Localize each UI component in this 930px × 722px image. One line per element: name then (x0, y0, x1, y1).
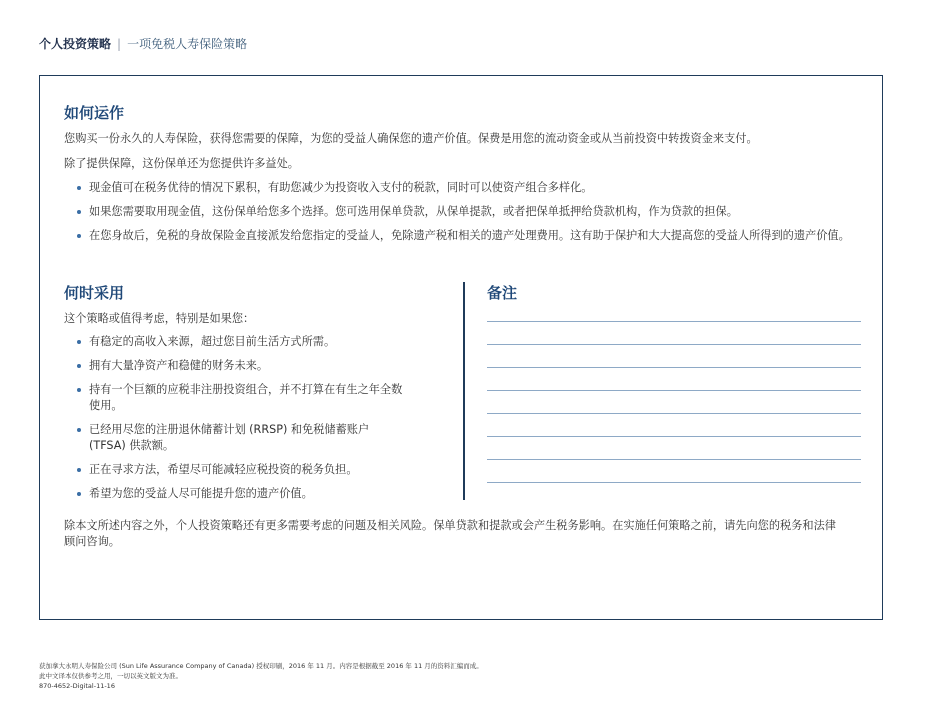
list-item: 有稳定的高收入来源，超过您目前生活方式所需。 (76, 334, 406, 350)
header-title: 个人投资策略 (39, 37, 112, 51)
notes-line[interactable] (487, 413, 861, 414)
list-item: 现金值可在税务优待的情况下累积，有助您减少为投资收入支付的税款，同时可以使资产组合多样化。 (76, 180, 856, 196)
notes-line[interactable] (487, 390, 861, 391)
bullet-dot-icon (77, 388, 81, 392)
list-item: 已经用尽您的注册退休储蓄计划 (RRSP) 和免税储蓄账户 (TFSA) 供款额。 (76, 422, 406, 454)
when-to-use-heading: 何时采用 (64, 284, 125, 302)
footer (39, 661, 483, 691)
when-to-use-intro: 这个策略或值得考虑，特别是如果您： (64, 312, 255, 325)
bullet-dot-icon (77, 364, 81, 368)
list-item: 如果您需要取用现金值，这份保单给您多个选择。您可选用保单贷款，从保单提款，或者把保单抵押给贷款机构，作为贷款的担保。 (76, 204, 856, 220)
page-header (39, 36, 247, 52)
footer-line-1: 获加拿大永明人寿保险公司 (Sun Life Assurance Company of Canada) 授权印刷，2016 年 11 月。内容是根据截至 2016 年 11 月的资料汇编而成。 (39, 662, 483, 670)
bullet-dot-icon (77, 340, 81, 344)
notes-line[interactable] (487, 482, 861, 483)
column-divider (463, 282, 465, 500)
footer-line-2: 此中文译本仅供参考之用，一切以英文版文为准。 (39, 672, 182, 680)
notes-heading: 备注 (487, 284, 518, 302)
notes-line[interactable] (487, 459, 861, 460)
bullet-dot-icon (77, 210, 81, 214)
list-item: 在您身故后，免税的身故保险金直接派发给您指定的受益人，免除遗产税和相关的遗产处理费用。这有助于保护和大大提高您的受益人所得到的遗产价值。 (76, 228, 856, 244)
how-it-works-list (76, 180, 856, 252)
bullet-dot-icon (77, 468, 81, 472)
notes-line[interactable] (487, 436, 861, 437)
how-it-works-paragraph-1: 您购买一份永久的人寿保险，获得您需要的保障，为您的受益人确保您的遗产价值。保费是用您的流动资金或从当前投资中转拨资金来支付。 (64, 132, 758, 145)
bullet-dot-icon (77, 428, 81, 432)
list-item: 正在寻求方法，希望尽可能减轻应税投资的税务负担。 (76, 462, 406, 478)
notes-line[interactable] (487, 321, 861, 322)
header-separator: | (117, 37, 122, 51)
notes-line[interactable] (487, 367, 861, 368)
list-item: 希望为您的受益人尽可能提升您的遗产价值。 (76, 486, 406, 502)
list-item: 持有一个巨额的应税非注册投资组合，并不打算在有生之年全数使用。 (76, 382, 406, 414)
bullet-dot-icon (77, 186, 81, 190)
how-it-works-paragraph-2: 除了提供保障，这份保单还为您提供许多益处。 (64, 157, 299, 170)
bullet-dot-icon (77, 234, 81, 238)
header-subtitle: 一项免税人寿保险策略 (127, 37, 248, 51)
list-item: 拥有大量净资产和稳健的财务未来。 (76, 358, 406, 374)
notes-line[interactable] (487, 344, 861, 345)
when-to-use-list (76, 334, 406, 510)
how-it-works-heading: 如何运作 (64, 104, 125, 122)
bullet-dot-icon (77, 492, 81, 496)
footer-line-3: 870-4652-Digital-11-16 (39, 682, 115, 690)
disclaimer-text: 除本文所述内容之外，个人投资策略还有更多需要考虑的问题及相关风险。保单贷款和提款或会产生税务影响。在实施任何策略之前，请先向您的税务和法律顾问咨询。 (64, 519, 836, 548)
